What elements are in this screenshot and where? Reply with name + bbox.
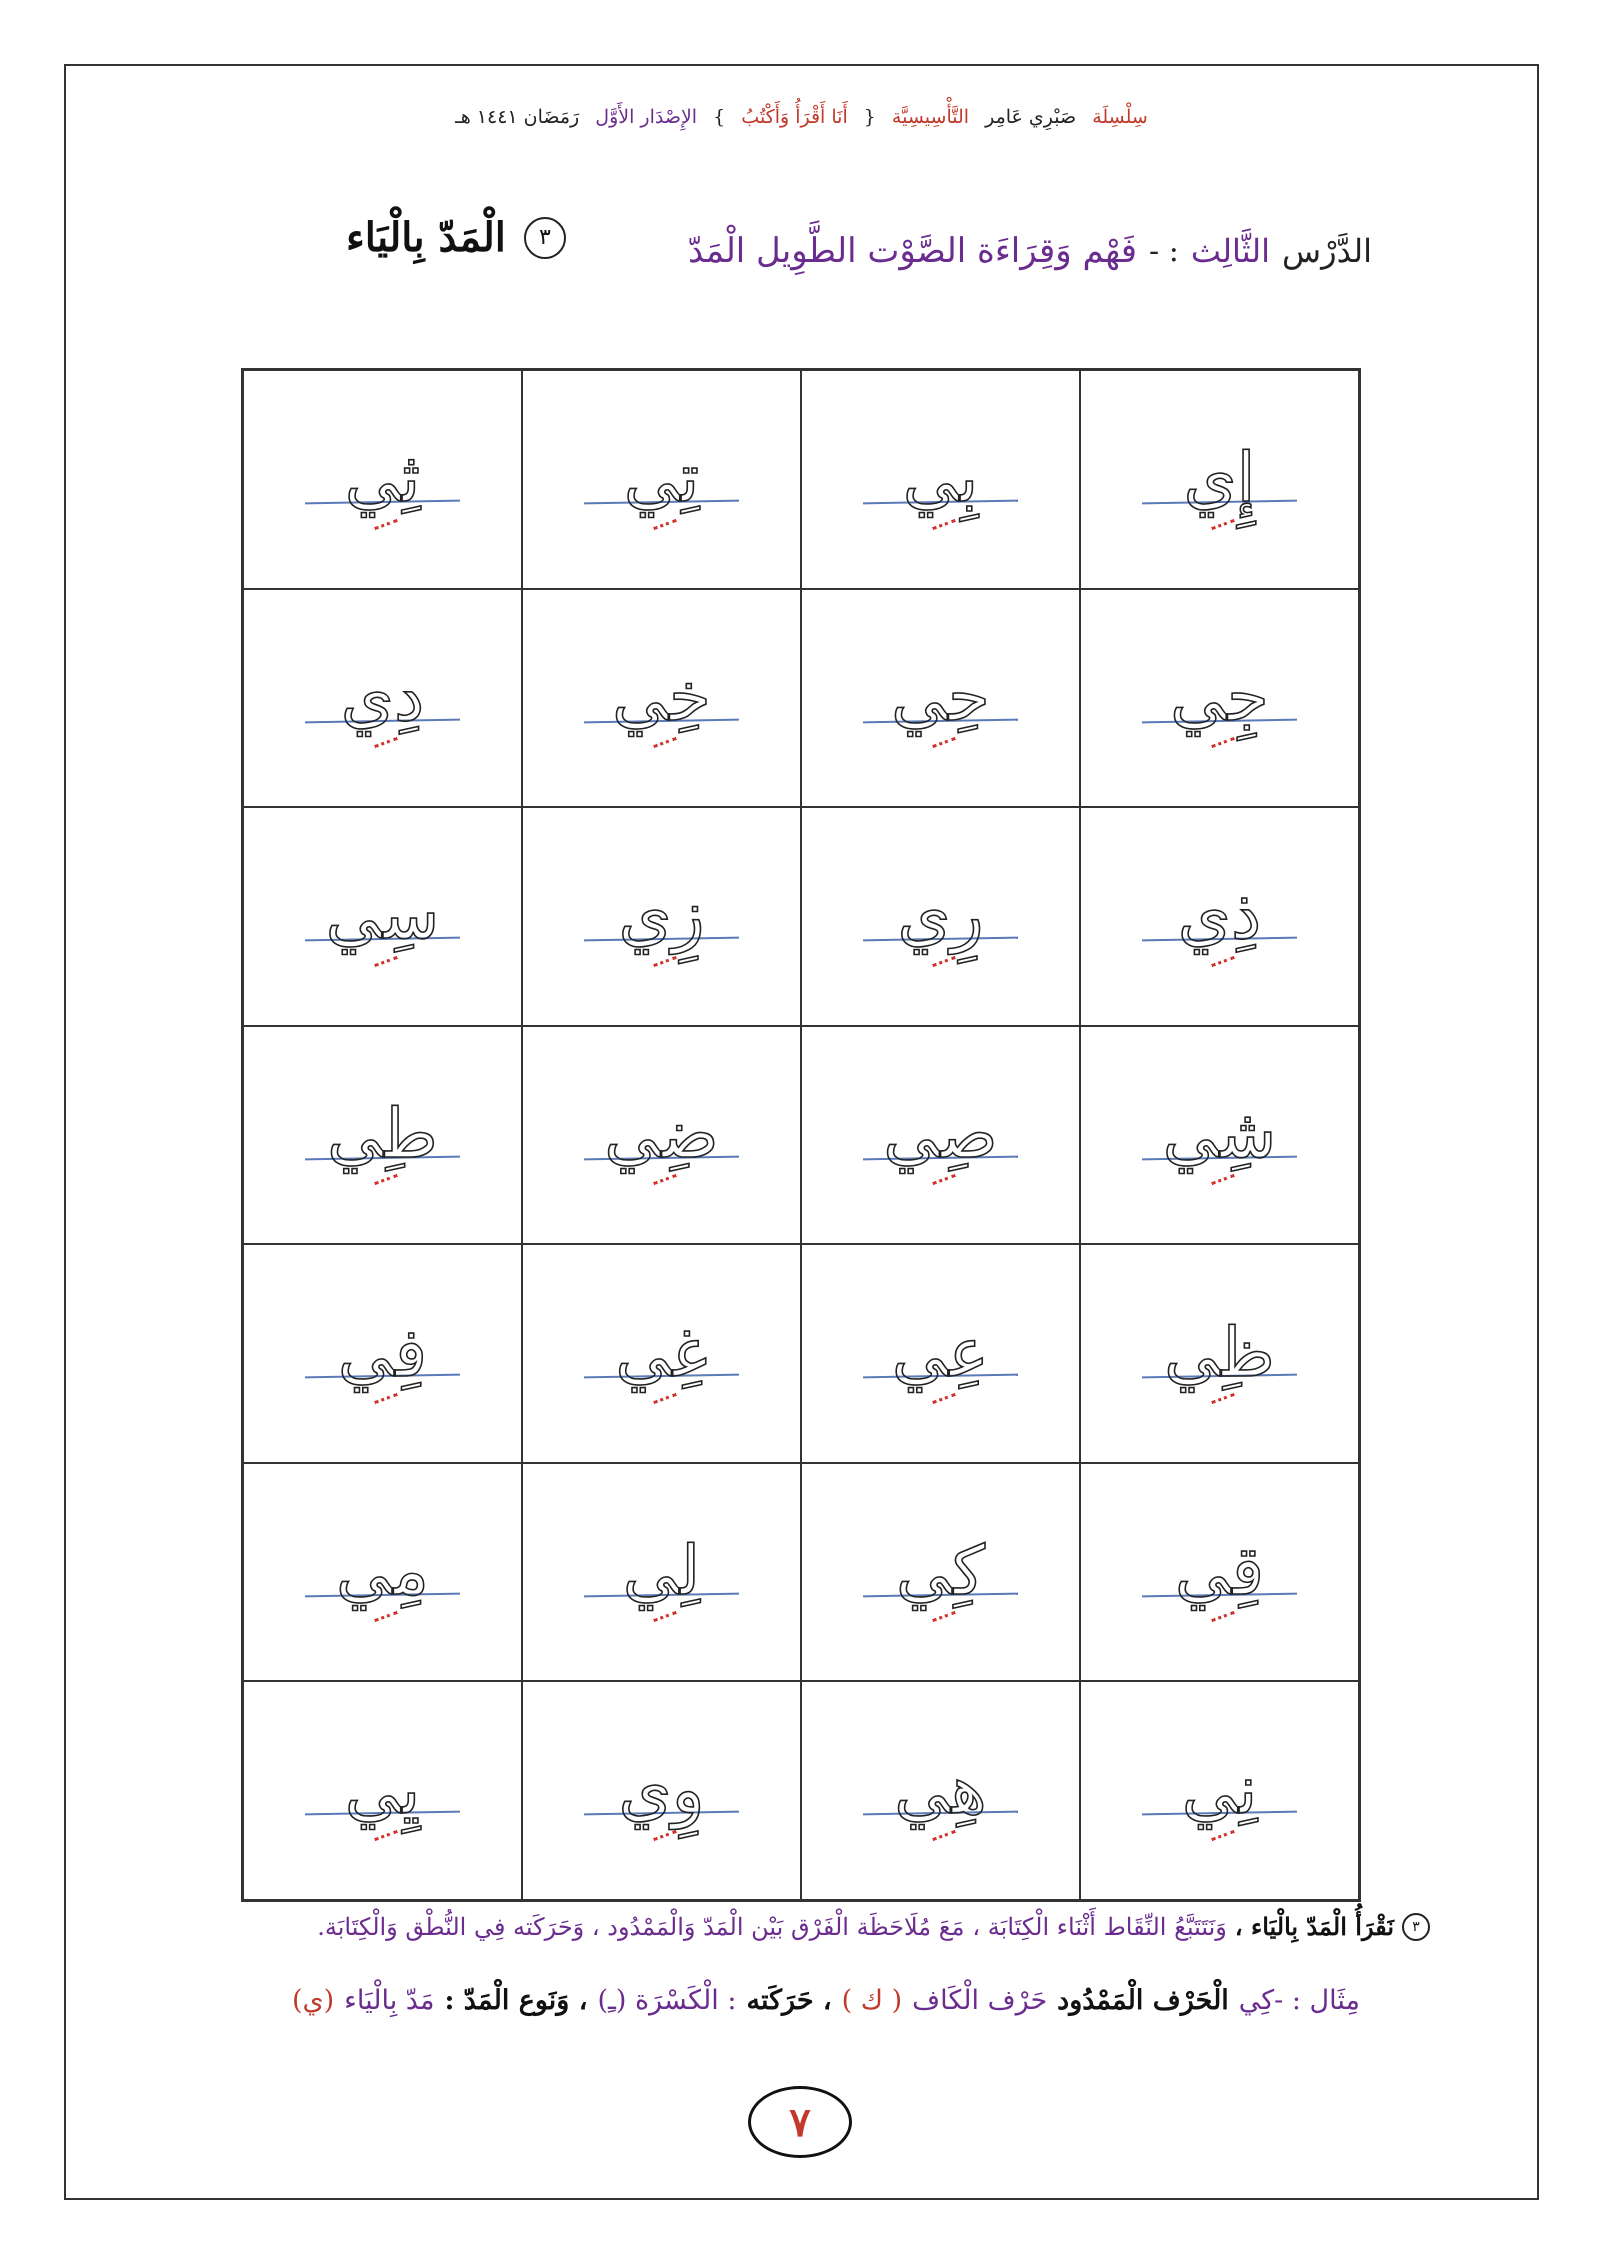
tracing-cell (1080, 1244, 1359, 1463)
dotted-letter: شِي (1162, 1094, 1277, 1174)
kasra-mark (374, 956, 398, 967)
tracing-cell (522, 807, 801, 1026)
tracing-cell (801, 370, 1080, 589)
example-haraka: : الْكَسْرَة (ـِ) (597, 1985, 737, 2016)
dotted-letter: نِي (1181, 1750, 1258, 1830)
note-part-3: مَعَ مُلَاحَظَة الْفَرْق بَيْن الْمَدّ وَالْمَمْدُود ، وَحَرَكَته فِي النُّطْق وَالْكِتَابَة. (317, 1912, 965, 1941)
example-letter: حَرْف الْكَاف (912, 1985, 1048, 2016)
tracing-cell (522, 370, 801, 589)
dotted-letter: تِي (623, 439, 700, 519)
header-edition: الإِصْدَار الأَوَّل (595, 106, 698, 128)
dotted-letter: دِي (340, 657, 425, 737)
kasra-mark (1211, 956, 1235, 967)
kasra-mark (653, 1393, 677, 1404)
tracing-cell (1080, 370, 1359, 589)
tracing-cell (522, 1463, 801, 1682)
lesson-number-badge: ٣ (524, 217, 566, 259)
instruction-note (170, 1912, 1430, 1941)
dotted-letter: فِي (337, 1313, 428, 1393)
dotted-letter: غِي (615, 1313, 708, 1393)
kasra-mark (653, 956, 677, 967)
tracing-cell (1080, 589, 1359, 808)
dotted-letter: كِي (895, 1532, 986, 1612)
tracing-grid (241, 368, 1361, 1902)
kasra-mark (932, 1830, 956, 1841)
kasra-mark (374, 519, 398, 530)
example-haraka-label: ، حَرَكَته (746, 1985, 832, 2016)
note-part-1: نَقْرَأُ الْمَدّ بِالْيَاء ، (1234, 1912, 1394, 1941)
header-author: صَبْرِي عَامِر (985, 106, 1077, 128)
tracing-cell (1080, 1463, 1359, 1682)
dotted-letter: قِي (1174, 1532, 1265, 1612)
tracing-cell (1080, 1681, 1359, 1900)
dotted-letter: عِي (891, 1313, 990, 1393)
lesson-label: الدَّرْس (1282, 232, 1372, 270)
kasra-mark (374, 1174, 398, 1185)
header-brace-close: } (713, 106, 726, 128)
kasra-mark (374, 1830, 398, 1841)
dotted-letter: مِي (335, 1532, 430, 1612)
kasra-mark (1211, 737, 1235, 748)
kasra-mark (1211, 1830, 1235, 1841)
kasra-mark (1211, 1174, 1235, 1185)
kasra-mark (932, 737, 956, 748)
header-foundational: التَّأْسِيسِيَّة (891, 106, 970, 128)
lesson-topic: الْمَدّ بِالْيَاء (346, 214, 506, 261)
dotted-letter: سِي (325, 876, 440, 956)
kasra-mark (653, 519, 677, 530)
header-brace-open: { (863, 106, 876, 128)
kasra-mark (374, 1393, 398, 1404)
tracing-cell (522, 1026, 801, 1245)
kasra-mark (653, 1830, 677, 1841)
tracing-cell (1080, 807, 1359, 1026)
kasra-mark (374, 737, 398, 748)
kasra-mark (932, 519, 956, 530)
tracing-cell (801, 1463, 1080, 1682)
example-label: مِثَال : -كِي (1238, 1985, 1360, 2016)
kasra-mark (932, 1174, 956, 1185)
dotted-letter: صِي (883, 1094, 998, 1174)
kasra-mark (653, 1611, 677, 1622)
page-number: ٧ (748, 2086, 852, 2158)
dotted-letter: زِي (618, 876, 705, 956)
dotted-letter: خِي (612, 657, 711, 737)
kasra-mark (653, 737, 677, 748)
kasra-mark (932, 1393, 956, 1404)
header-book: أَنَا أَقْرَأُ وَأَكْتُبُ (741, 106, 848, 128)
tracing-cell (522, 589, 801, 808)
note-number-badge: ٣ (1402, 1913, 1430, 1941)
tracing-cell (243, 807, 522, 1026)
lesson-ordinal: الثَّالِث (1190, 232, 1271, 270)
tracing-cell (522, 1244, 801, 1463)
dotted-letter: رِي (897, 876, 984, 956)
dotted-letter: حِي (891, 657, 990, 737)
dotted-letter: إِي (1183, 439, 1256, 519)
dotted-letter: وِي (618, 1750, 705, 1830)
example-madd-char: (ي) (291, 1985, 335, 2016)
dotted-letter: هِي (894, 1750, 987, 1830)
kasra-mark (932, 956, 956, 967)
kasra-mark (1211, 1611, 1235, 1622)
lesson-topic-group (346, 214, 566, 261)
dotted-letter: يِي (344, 1750, 421, 1830)
lesson-colon: : - (1149, 233, 1179, 269)
tracing-cell (243, 1463, 522, 1682)
tracing-cell (522, 1681, 801, 1900)
kasra-mark (374, 1611, 398, 1622)
tracing-cell (243, 370, 522, 589)
tracing-cell (801, 1026, 1080, 1245)
tracing-cell (801, 1681, 1080, 1900)
example-letter-char: ( ك ) (841, 1985, 903, 2016)
tracing-cell (801, 1244, 1080, 1463)
dotted-letter: جِي (1170, 657, 1269, 737)
note-part-2: وَنَتَتَبَّعُ النِّقَاط أَثْنَاء الْكِتَابَة ، (972, 1912, 1227, 1941)
dotted-letter: ذِي (1177, 876, 1262, 956)
header-series: سِلْسِلَة (1092, 106, 1148, 128)
tracing-cell (243, 1244, 522, 1463)
example-madd-label: ، وَنَوع الْمَدّ : (444, 1985, 588, 2016)
kasra-mark (1211, 1393, 1235, 1404)
example-line (240, 1985, 1360, 2016)
example-madd: مَدّ بِالْيَاء (344, 1985, 435, 2016)
lesson-description: فَهْم وَقِرَاءَة الصَّوْت الطَّوِيل الْمَدّ (687, 231, 1138, 271)
kasra-mark (653, 1174, 677, 1185)
tracing-cell (243, 1681, 522, 1900)
tracing-cell (1080, 1026, 1359, 1245)
dotted-letter: طِي (327, 1094, 438, 1174)
dotted-letter: لِي (622, 1532, 701, 1612)
dotted-letter: بِي (902, 439, 979, 519)
kasra-mark (932, 1611, 956, 1622)
page-header (66, 106, 1537, 128)
dotted-letter: ظِي (1164, 1313, 1275, 1393)
dotted-letter: ضِي (604, 1094, 719, 1174)
header-date: رَمَضَان ١٤٤١ هـ (455, 106, 580, 128)
kasra-mark (1211, 519, 1235, 530)
example-letter-label: الْحَرْف الْمَمْدُود (1057, 1985, 1229, 2016)
dotted-letter: ثِي (344, 439, 421, 519)
tracing-cell (243, 1026, 522, 1245)
tracing-cell (801, 589, 1080, 808)
tracing-cell (801, 807, 1080, 1026)
tracing-cell (243, 589, 522, 808)
